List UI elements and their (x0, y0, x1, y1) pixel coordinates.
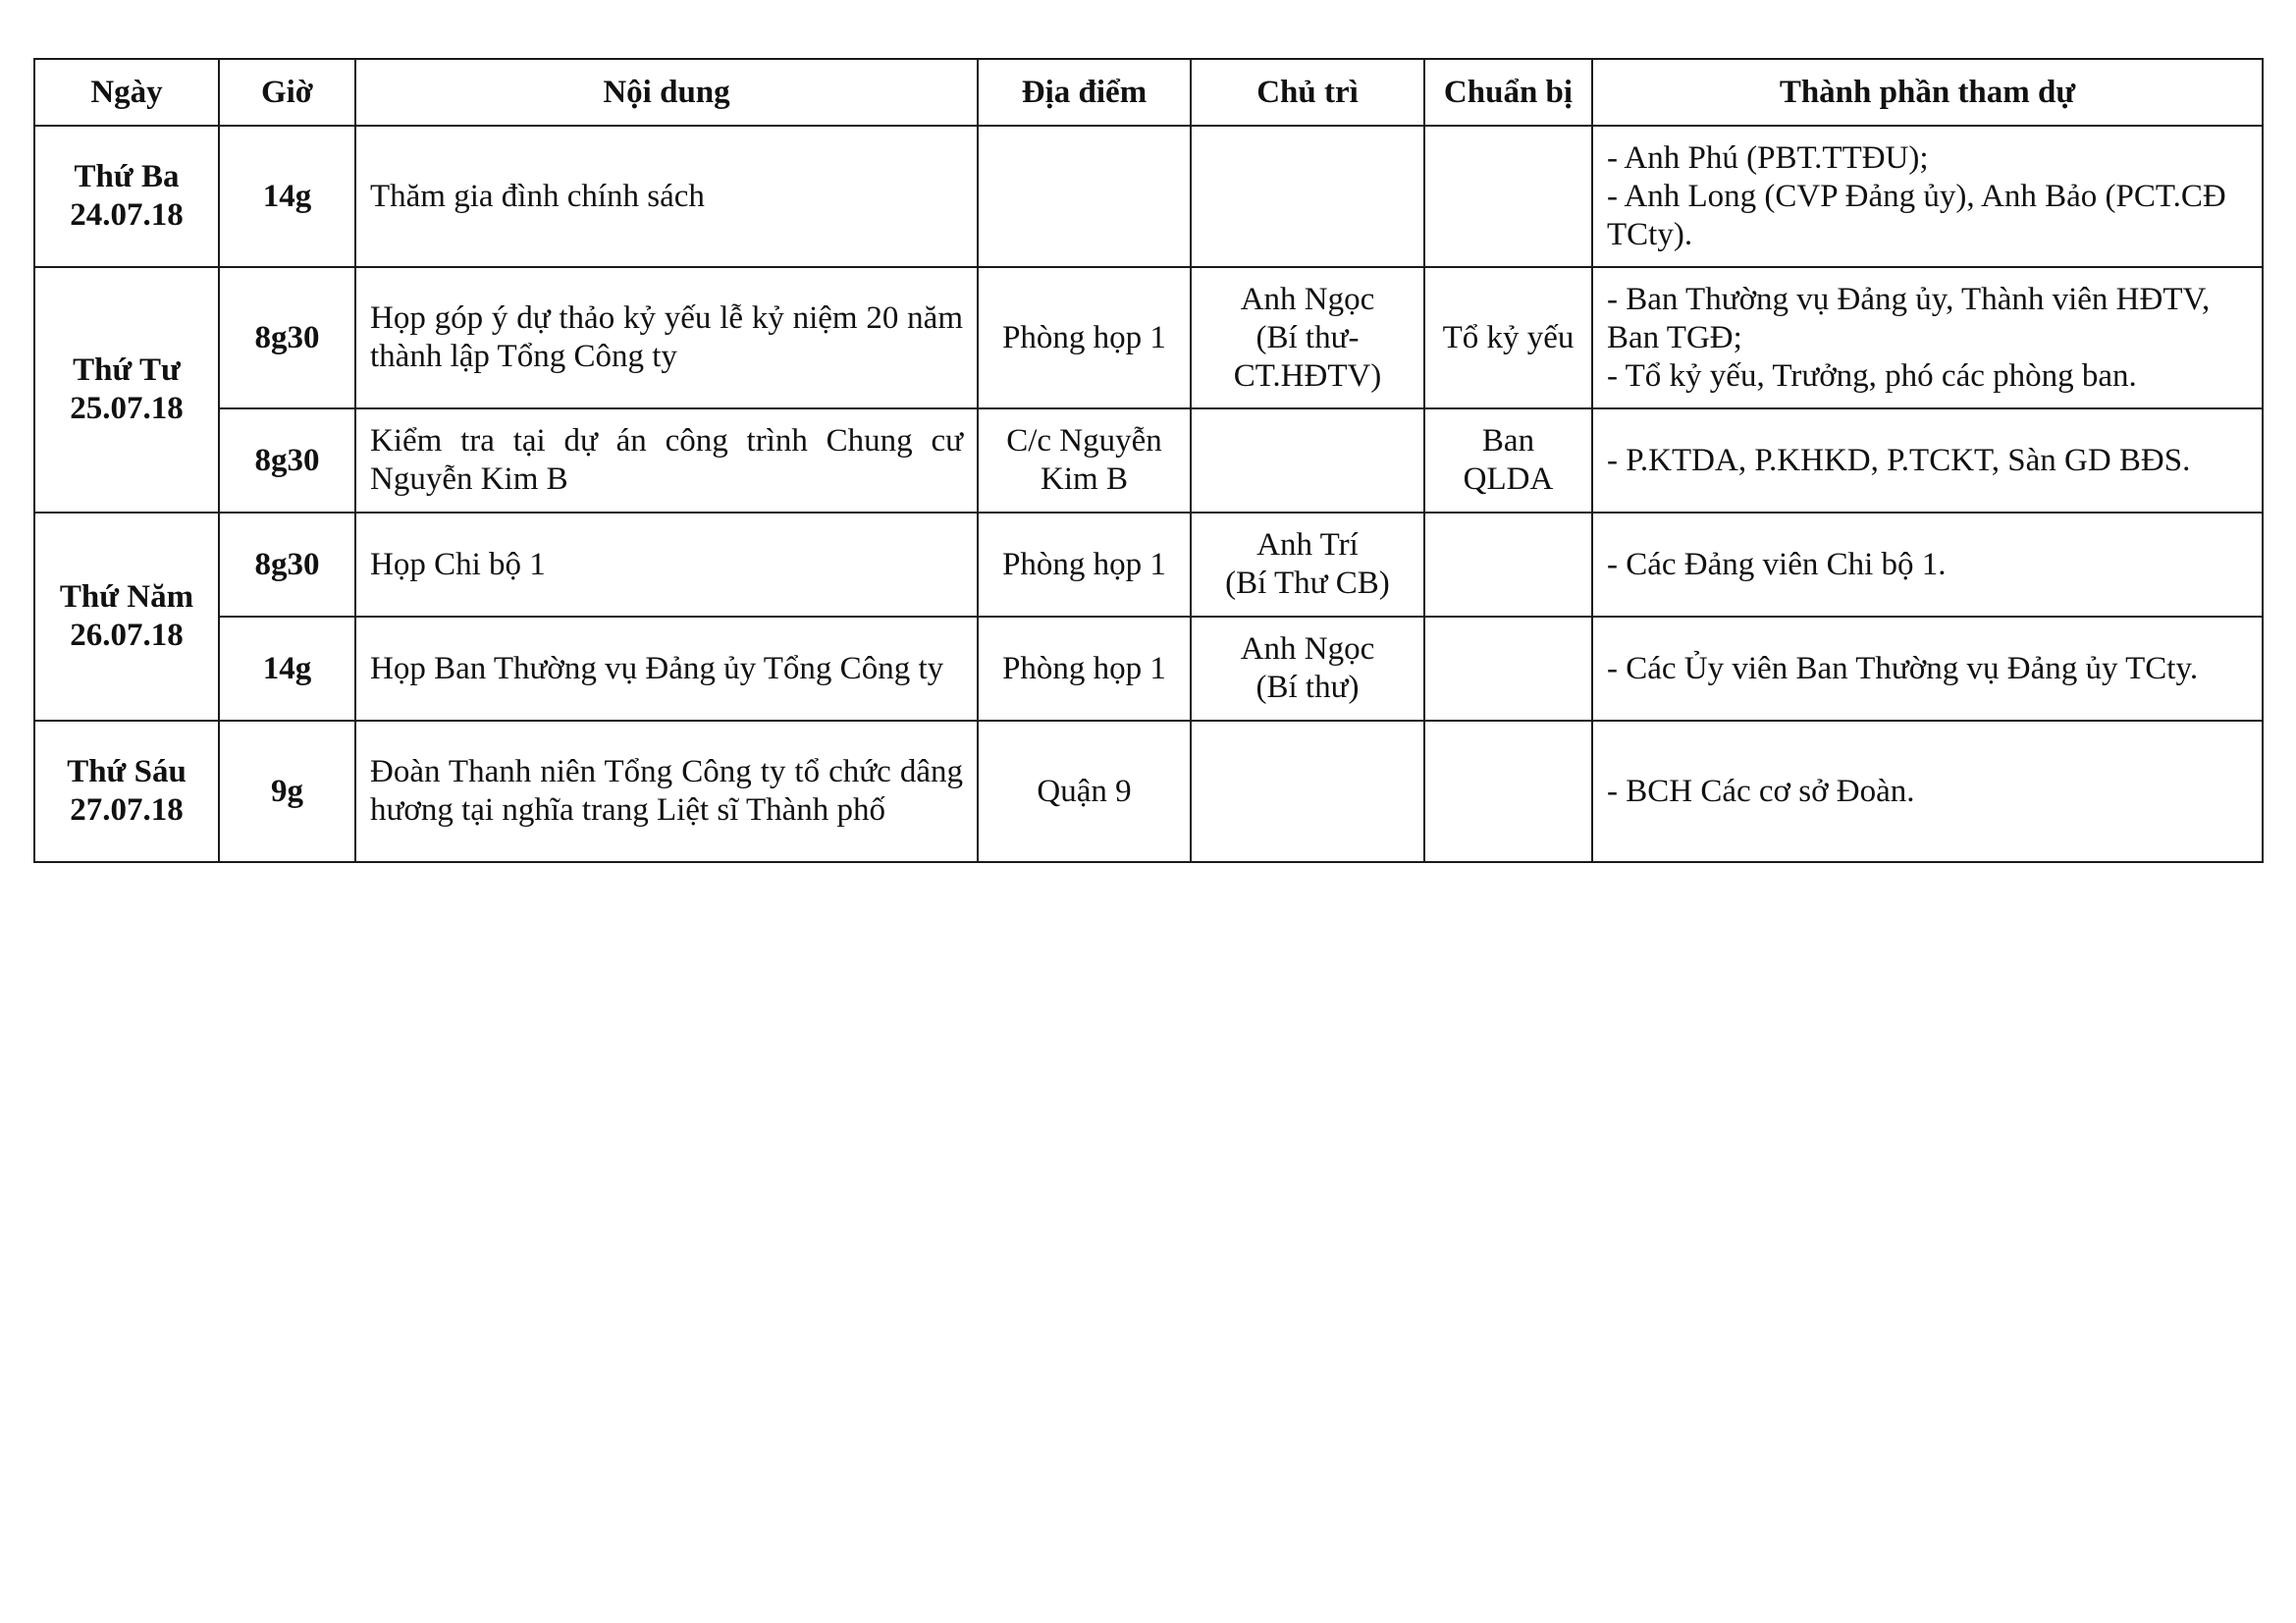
chair-cell (1191, 408, 1424, 513)
chair-line: (Bí Thư CB) (1225, 566, 1390, 601)
table-row (34, 267, 2263, 408)
attendees-cell (1592, 513, 2263, 617)
time-cell: 14g (219, 126, 355, 267)
prepare-cell (1424, 408, 1592, 513)
header-time: Giờ (219, 59, 355, 126)
table-row (34, 617, 2263, 721)
chair-cell (1191, 267, 1424, 408)
attendee-line: - Các Đảng viên Chi bộ 1. (1607, 546, 1947, 582)
header-row (34, 59, 2263, 126)
attendee-line: - Anh Phú (PBT.TTĐU); (1607, 139, 1929, 176)
location-cell: C/c Nguyễn Kim B (978, 408, 1191, 513)
header-attendees: Thành phần tham dự (1592, 59, 2263, 126)
chair-cell (1191, 721, 1424, 862)
location-cell: Phòng họp 1 (978, 513, 1191, 617)
chair-line: Anh Ngọc (1240, 631, 1375, 667)
prepare-cell (1424, 126, 1592, 267)
content-cell: Đoàn Thanh niên Tổng Công ty tổ chức dâng hương tại nghĩa trang Liệt sĩ Thành phố (355, 721, 978, 862)
table-row (34, 126, 2263, 267)
date-label: 27.07.18 (70, 792, 184, 828)
weekday-label: Thứ Tư (73, 352, 181, 388)
date-label: 24.07.18 (70, 197, 184, 233)
location-cell: Phòng họp 1 (978, 617, 1191, 721)
attendee-line: - Các Ủy viên Ban Thường vụ Đảng ủy TCty. (1607, 650, 2199, 686)
day-cell (34, 267, 219, 513)
attendee-line: - BCH Các cơ sở Đoàn. (1607, 773, 1915, 809)
attendees-cell (1592, 126, 2263, 267)
chair-line: Anh Ngọc (1240, 281, 1375, 317)
attendee-line: - Tổ kỷ yếu, Trưởng, phó các phòng ban. (1607, 357, 2137, 394)
day-cell (34, 126, 219, 267)
date-label: 25.07.18 (70, 391, 184, 426)
table-row (34, 513, 2263, 617)
weekday-label: Thứ Sáu (67, 754, 187, 789)
time-cell: 9g (219, 721, 355, 862)
prepare-cell (1424, 721, 1592, 862)
table-row (34, 721, 2263, 862)
chair-cell (1191, 126, 1424, 267)
prepare-cell (1424, 513, 1592, 617)
chair-line: Anh Trí (1256, 527, 1359, 563)
weekday-label: Thứ Năm (59, 579, 194, 615)
table-row (34, 408, 2263, 513)
date-label: 26.07.18 (70, 618, 184, 653)
header-chair: Chủ trì (1191, 59, 1424, 126)
weekday-label: Thứ Ba (74, 159, 180, 194)
chair-cell (1191, 617, 1424, 721)
attendees-cell (1592, 267, 2263, 408)
time-cell: 8g30 (219, 267, 355, 408)
prepare-line: QLDA (1463, 461, 1554, 497)
location-cell: Phòng họp 1 (978, 267, 1191, 408)
time-cell: 14g (219, 617, 355, 721)
content-cell: Thăm gia đình chính sách (355, 126, 978, 267)
day-cell (34, 513, 219, 721)
content-cell: Họp góp ý dự thảo kỷ yếu lễ kỷ niệm 20 năm thành lập Tổng Công ty (355, 267, 978, 408)
location-cell: Quận 9 (978, 721, 1191, 862)
content-cell: Họp Ban Thường vụ Đảng ủy Tổng Công ty (355, 617, 978, 721)
attendees-cell (1592, 617, 2263, 721)
header-day: Ngày (34, 59, 219, 126)
location-cell (978, 126, 1191, 267)
day-cell (34, 721, 219, 862)
header-prepare: Chuẩn bị (1424, 59, 1592, 126)
attendee-line: - P.KTDA, P.KHKD, P.TCKT, Sàn GD BĐS. (1607, 442, 2191, 478)
prepare-line: Ban (1481, 423, 1535, 459)
time-cell: 8g30 (219, 408, 355, 513)
time-cell: 8g30 (219, 513, 355, 617)
attendee-line: - Anh Long (CVP Đảng ủy), Anh Bảo (PCT.CĐ TCty). (1607, 178, 2226, 252)
prepare-cell (1424, 267, 1592, 408)
chair-cell (1191, 513, 1424, 617)
attendees-cell (1592, 721, 2263, 862)
weekly-schedule-table (33, 58, 2264, 863)
header-content: Nội dung (355, 59, 978, 126)
content-cell: Kiểm tra tại dự án công trình Chung cư Nguyễn Kim B (355, 408, 978, 513)
prepare-line: Tổ kỷ yếu (1442, 319, 1575, 355)
attendees-cell (1592, 408, 2263, 513)
chair-line: (Bí thư) (1255, 670, 1360, 705)
prepare-cell (1424, 617, 1592, 721)
chair-line: (Bí thư- (1255, 319, 1360, 355)
attendee-line: - Ban Thường vụ Đảng ủy, Thành viên HĐTV, Ban TGĐ; (1607, 281, 2211, 355)
header-location: Địa điểm (978, 59, 1191, 126)
content-cell: Họp Chi bộ 1 (355, 513, 978, 617)
chair-line: CT.HĐTV) (1233, 357, 1382, 394)
